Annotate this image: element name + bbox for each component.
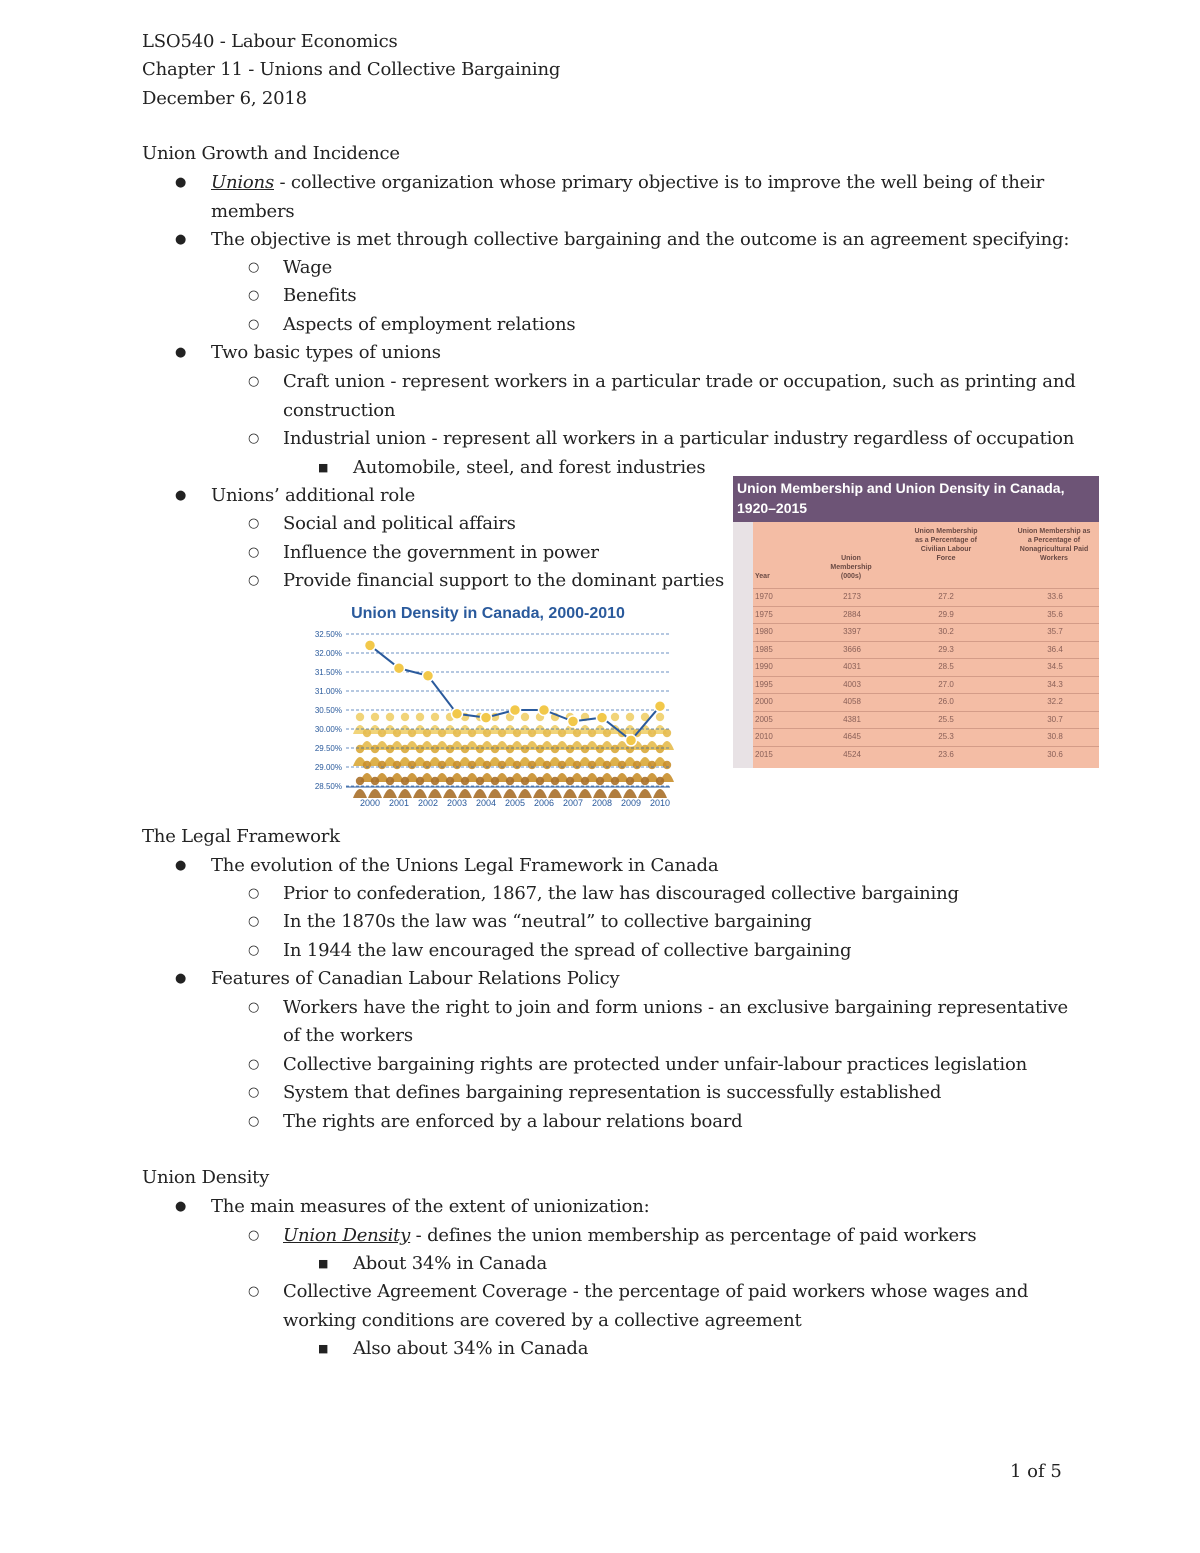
industrial-example: Automobile, steel, and forest industries — [353, 457, 706, 478]
person-head — [588, 761, 596, 769]
person-head — [521, 777, 529, 785]
unions-definition-text: - collective organization whose primary objective is to improve the well being of their — [274, 172, 1045, 193]
table-cell: 2173 — [843, 592, 861, 601]
person-head — [356, 713, 364, 721]
table-row-separator — [753, 641, 1099, 642]
person-head — [371, 777, 379, 785]
union-density-text: - defines the union membership as percentage of paid workers — [410, 1225, 977, 1246]
feature-board: The rights are enforced by a labour relations board — [283, 1111, 743, 1132]
bullet-circle: ○ — [248, 943, 260, 958]
data-point — [655, 701, 666, 712]
feature-right-to-join: Workers have the right to join and form unions - an exclusive bargaining representative — [283, 997, 1068, 1018]
table-row-separator — [753, 728, 1099, 729]
person-head — [438, 729, 446, 737]
x-tick-label: 2005 — [504, 798, 526, 808]
table-row-separator — [753, 588, 1099, 589]
person-head — [551, 745, 559, 753]
person-head — [573, 761, 581, 769]
bullet-circle: ○ — [248, 1284, 260, 1299]
person-head — [603, 761, 611, 769]
document-date: December 6, 2018 — [142, 88, 307, 109]
person-head — [363, 729, 371, 737]
person-body — [503, 789, 517, 798]
objective-benefits: Benefits — [283, 285, 357, 306]
y-tick-label: 32.50% — [314, 630, 342, 639]
page-number: 1 of 5 — [1010, 1461, 1062, 1482]
table-row-separator — [753, 606, 1099, 607]
table-title: Union Membership and Union Density in Canada, 1920–2015 — [737, 480, 1065, 516]
person-head — [363, 761, 371, 769]
person-head — [371, 745, 379, 753]
person-head — [431, 777, 439, 785]
unions-definition-cont: members — [211, 201, 295, 222]
data-point — [597, 712, 608, 723]
bullet-disc: ● — [175, 345, 187, 360]
bullet-square: ■ — [318, 1257, 329, 1270]
feature-protected: Collective bargaining rights are protected under unfair-labour practices legislation — [283, 1054, 1028, 1075]
coverage-definition: Collective Agreement Coverage - the percentage of paid workers whose wages and — [283, 1281, 1029, 1302]
section-heading-growth: Union Growth and Incidence — [142, 143, 400, 164]
person-head — [431, 713, 439, 721]
table-cell: 23.6 — [938, 749, 954, 759]
table-col-pct-labour: Union Membership as a Percentage of Civilian Labour Force — [914, 528, 978, 562]
person-head — [641, 745, 649, 753]
person-body — [458, 789, 472, 798]
person-body — [473, 789, 487, 798]
table-col-pct-paid: Union Membership as a Percentage of Nonagricultural Paid Workers — [1017, 528, 1091, 562]
bullet-circle: ○ — [248, 1057, 260, 1072]
person-head — [408, 761, 416, 769]
person-body — [518, 789, 532, 798]
table-cell: 34.3 — [1047, 679, 1063, 689]
person-head — [588, 729, 596, 737]
table-cell: 4381 — [843, 714, 861, 724]
person-head — [401, 713, 409, 721]
person-head — [453, 729, 461, 737]
table-header-bar — [733, 476, 1099, 522]
section-heading-density: Union Density — [142, 1167, 270, 1188]
x-tick-label: 2010 — [649, 798, 671, 808]
x-tick-label: 2009 — [620, 798, 642, 808]
person-head — [656, 713, 664, 721]
table-cell: 4645 — [843, 732, 861, 741]
bullet-circle: ○ — [248, 317, 260, 332]
person-head — [528, 729, 536, 737]
person-body — [413, 789, 427, 798]
person-head — [656, 745, 664, 753]
table-row-separator — [753, 623, 1099, 624]
unionization-measures: The main measures of the extent of unionization: — [211, 1196, 650, 1217]
person-head — [446, 745, 454, 753]
y-tick-label: 28.50% — [314, 782, 342, 791]
bullet-disc: ● — [175, 232, 187, 247]
y-tick-label: 29.50% — [314, 744, 342, 753]
person-head — [618, 761, 626, 769]
person-head — [416, 713, 424, 721]
bullet-circle: ○ — [248, 573, 260, 588]
evolution-confederation: Prior to confederation, 1867, the law has discouraged collective bargaining — [283, 883, 959, 904]
person-head — [453, 761, 461, 769]
bullet-circle: ○ — [248, 516, 260, 531]
person-head — [401, 777, 409, 785]
table-cell: 4031 — [843, 662, 861, 671]
y-tick-label: 30.00% — [314, 725, 342, 734]
person-head — [476, 777, 484, 785]
craft-union: Craft union - represent workers in a particular trade or occupation, such as printing and — [283, 371, 1076, 392]
x-tick-label: 2008 — [591, 798, 613, 808]
bullet-circle: ○ — [248, 914, 260, 929]
person-head — [476, 745, 484, 753]
industrial-union: Industrial union - represent all workers in a particular industry regardless of occupation — [283, 428, 1075, 449]
table-cell: 25.3 — [938, 732, 954, 741]
person-head — [468, 761, 476, 769]
table-col-year: Year — [755, 573, 770, 580]
person-head — [423, 761, 431, 769]
person-body — [608, 789, 622, 798]
table-cell: 1985 — [755, 644, 773, 654]
bullet-circle: ○ — [248, 431, 260, 446]
chapter-title: Chapter 11 - Unions and Collective Bargaining — [142, 59, 561, 80]
person-head — [543, 729, 551, 737]
person-head — [536, 745, 544, 753]
section-heading-legal: The Legal Framework — [142, 826, 340, 847]
bullet-disc: ● — [175, 1199, 187, 1214]
person-head — [626, 713, 634, 721]
person-head — [483, 761, 491, 769]
course-title: LSO540 - Labour Economics — [142, 31, 398, 52]
person-head — [371, 713, 379, 721]
person-head — [491, 745, 499, 753]
table-cell: 3397 — [843, 627, 861, 636]
table-cell: 33.6 — [1047, 592, 1063, 601]
y-tick-label: 30.50% — [314, 706, 342, 715]
data-point — [365, 640, 376, 651]
table-cell: 29.3 — [938, 644, 954, 654]
person-head — [521, 713, 529, 721]
unions-definition — [211, 169, 1044, 197]
person-head — [596, 745, 604, 753]
person-head — [611, 713, 619, 721]
person-head — [498, 761, 506, 769]
table-row-separator — [753, 746, 1099, 747]
policy-features: Features of Canadian Labour Relations Policy — [211, 968, 620, 989]
person-head — [461, 745, 469, 753]
chart-title: Union Density in Canada, 2000-2010 — [351, 605, 625, 622]
person-head — [416, 777, 424, 785]
person-head — [386, 777, 394, 785]
bullet-disc: ● — [175, 488, 187, 503]
person-body — [578, 789, 592, 798]
person-head — [423, 729, 431, 737]
union-membership-table — [733, 476, 1099, 768]
table-row-separator — [753, 676, 1099, 677]
person-head — [558, 761, 566, 769]
additional-role: Unions’ additional role — [211, 485, 416, 506]
person-body — [593, 789, 607, 798]
person-head — [536, 777, 544, 785]
person-body — [383, 789, 397, 798]
data-point — [626, 735, 637, 746]
person-head — [573, 729, 581, 737]
person-body — [353, 789, 367, 798]
table-cell: 35.7 — [1047, 627, 1063, 636]
person-body — [368, 789, 382, 798]
person-body — [653, 789, 667, 798]
table-cell: 27.0 — [938, 679, 954, 689]
union-types: Two basic types of unions — [211, 342, 441, 363]
person-head — [386, 745, 394, 753]
person-body — [488, 789, 502, 798]
bullet-circle: ○ — [248, 545, 260, 560]
table-cell: 29.9 — [938, 609, 954, 619]
density-value: About 34% in Canada — [353, 1253, 547, 1274]
table-cell: 4058 — [843, 697, 861, 706]
bullet-circle: ○ — [248, 374, 260, 389]
person-body — [638, 789, 652, 798]
person-head — [468, 729, 476, 737]
person-head — [386, 713, 394, 721]
objective-aspects: Aspects of employment relations — [283, 314, 576, 335]
table-cell: 30.6 — [1047, 749, 1063, 759]
feature-representation: System that defines bargaining representation is successfully established — [283, 1082, 942, 1103]
person-head — [611, 745, 619, 753]
table-cell: 1995 — [755, 679, 773, 689]
person-head — [438, 761, 446, 769]
objective-wage: Wage — [283, 257, 333, 278]
table-cell: 28.5 — [938, 662, 954, 671]
person-head — [633, 761, 641, 769]
person-head — [648, 729, 656, 737]
x-tick-label: 2004 — [475, 798, 497, 808]
person-head — [408, 729, 416, 737]
person-head — [513, 761, 521, 769]
person-head — [641, 777, 649, 785]
person-head — [663, 761, 671, 769]
person-head — [401, 745, 409, 753]
person-head — [611, 777, 619, 785]
bullet-disc: ● — [175, 175, 187, 190]
person-head — [393, 729, 401, 737]
evolution-1870s: In the 1870s the law was “neutral” to collective bargaining — [283, 911, 812, 932]
legal-evolution: The evolution of the Unions Legal Framework in Canada — [211, 855, 719, 876]
craft-union-cont: construction — [283, 400, 396, 421]
table-cell: 4524 — [843, 749, 861, 759]
person-head — [543, 761, 551, 769]
x-tick-label: 2000 — [359, 798, 381, 808]
person-head — [558, 729, 566, 737]
y-tick-label: 32.00% — [314, 649, 342, 658]
table-cell: 25.5 — [938, 714, 954, 724]
person-head — [566, 745, 574, 753]
bullet-circle: ○ — [248, 1085, 260, 1100]
person-head — [596, 777, 604, 785]
union-density-chart — [298, 598, 678, 818]
table-cell: 2010 — [755, 732, 773, 741]
y-tick-label: 31.00% — [314, 687, 342, 696]
person-head — [566, 777, 574, 785]
person-body — [533, 789, 547, 798]
table-cell: 3666 — [843, 644, 861, 654]
person-head — [416, 745, 424, 753]
x-tick-label: 2002 — [417, 798, 439, 808]
union-density-term: Union Density — [283, 1225, 411, 1246]
union-density-definition — [283, 1222, 976, 1250]
table-cell: 2015 — [755, 749, 773, 759]
person-head — [446, 777, 454, 785]
data-point — [568, 716, 579, 727]
bullet-circle: ○ — [248, 1228, 260, 1243]
person-head — [551, 777, 559, 785]
table-cell: 26.0 — [938, 697, 954, 706]
person-head — [491, 777, 499, 785]
person-head — [656, 777, 664, 785]
table-cell: 4003 — [843, 679, 861, 689]
bullet-circle: ○ — [248, 260, 260, 275]
role-financial: Provide financial support to the dominant parties — [283, 570, 725, 591]
person-body — [443, 789, 457, 798]
role-influence: Influence the government in power — [283, 542, 599, 563]
data-point — [481, 712, 492, 723]
unions-term: Unions — [211, 172, 274, 193]
table-cell: 36.4 — [1047, 644, 1063, 654]
bullet-disc: ● — [175, 971, 187, 986]
table-cell: 1970 — [755, 592, 773, 601]
person-head — [356, 745, 364, 753]
table-row-separator — [753, 711, 1099, 712]
data-point — [510, 705, 521, 716]
person-head — [513, 729, 521, 737]
person-head — [506, 745, 514, 753]
person-head — [626, 777, 634, 785]
person-head — [581, 745, 589, 753]
person-head — [431, 745, 439, 753]
evolution-1944: In 1944 the law encouraged the spread of collective bargaining — [283, 940, 852, 961]
bullet-circle: ○ — [248, 1000, 260, 1015]
table-cell: 32.2 — [1047, 697, 1063, 706]
table-cell: 2884 — [843, 609, 861, 619]
data-point — [423, 670, 434, 681]
person-body — [548, 789, 562, 798]
person-head — [521, 745, 529, 753]
table-cell: 2005 — [755, 714, 773, 724]
y-tick-label: 29.00% — [314, 763, 342, 772]
objective-item: The objective is met through collective bargaining and the outcome is an agreement specifying: — [211, 229, 1070, 250]
table-cell: 2000 — [755, 697, 773, 706]
table-row-separator — [753, 693, 1099, 694]
data-point — [452, 708, 463, 719]
person-body — [623, 789, 637, 798]
chart-y-axis — [315, 630, 342, 791]
person-head — [581, 777, 589, 785]
coverage-definition-cont: working conditions are covered by a collective agreement — [283, 1310, 802, 1331]
bullet-square: ■ — [318, 1342, 329, 1355]
person-head — [648, 761, 656, 769]
person-head — [378, 761, 386, 769]
person-body — [428, 789, 442, 798]
person-head — [483, 729, 491, 737]
y-tick-label: 31.50% — [314, 668, 342, 677]
table-cell: 1980 — [755, 627, 773, 636]
person-head — [528, 761, 536, 769]
person-head — [506, 777, 514, 785]
person-head — [603, 729, 611, 737]
person-head — [461, 777, 469, 785]
table-cell: 34.5 — [1047, 662, 1063, 671]
table-row-separator — [753, 658, 1099, 659]
table-cell: 30.2 — [938, 627, 954, 636]
table-cell: 30.8 — [1047, 732, 1063, 741]
table-col-membership: Union Membership (000s) — [830, 555, 872, 580]
x-tick-label: 2006 — [533, 798, 555, 808]
coverage-value: Also about 34% in Canada — [353, 1338, 589, 1359]
table-cell: 1990 — [755, 662, 773, 671]
table-cell: 27.2 — [938, 592, 954, 601]
bullet-square: ■ — [318, 461, 329, 474]
bullet-circle: ○ — [248, 288, 260, 303]
x-tick-label: 2007 — [562, 798, 584, 808]
x-tick-label: 2003 — [446, 798, 468, 808]
bullet-circle: ○ — [248, 886, 260, 901]
table-cell: 35.6 — [1047, 609, 1063, 619]
bullet-circle: ○ — [248, 1114, 260, 1129]
person-head — [498, 729, 506, 737]
table-cell: 1975 — [755, 609, 773, 619]
data-point — [394, 663, 405, 674]
x-tick-label: 2001 — [388, 798, 410, 808]
data-point — [539, 705, 550, 716]
person-head — [393, 761, 401, 769]
people-illustration — [353, 713, 674, 798]
feature-right-to-join-cont: of the workers — [283, 1025, 413, 1046]
person-body — [398, 789, 412, 798]
table-left-strip — [733, 522, 753, 768]
bullet-disc: ● — [175, 858, 187, 873]
person-head — [378, 729, 386, 737]
person-head — [663, 729, 671, 737]
person-head — [356, 777, 364, 785]
role-social: Social and political affairs — [283, 513, 516, 534]
person-body — [563, 789, 577, 798]
table-cell: 30.7 — [1047, 714, 1063, 724]
